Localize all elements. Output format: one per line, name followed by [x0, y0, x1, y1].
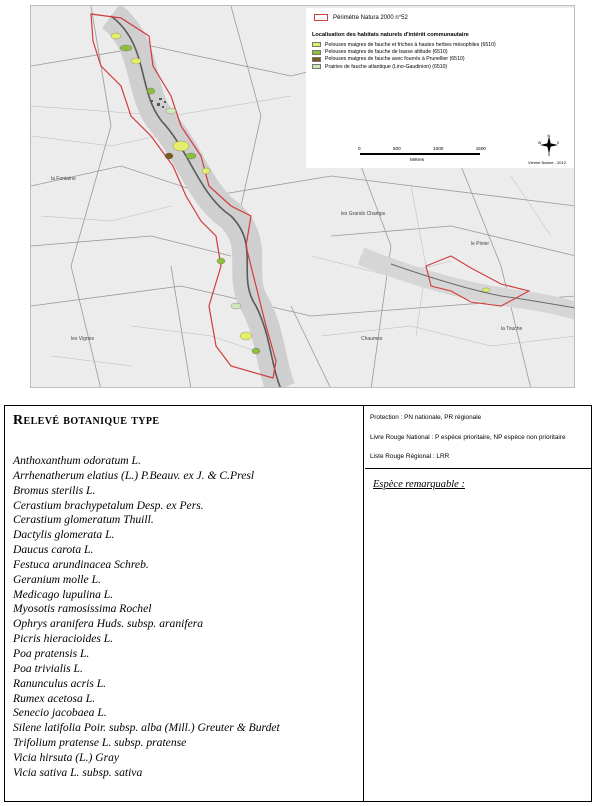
compass-letter: W: [538, 141, 542, 145]
status-column: [365, 406, 591, 801]
species-item: Poa trivialis L.: [13, 661, 83, 675]
scale-tick: 1500: [475, 146, 486, 151]
legend-item: [312, 41, 496, 48]
species-item: Silene latifolia Poir. subsp. alba (Mill.) Greuter & Burdet: [13, 721, 280, 735]
compass-letter: N: [547, 134, 551, 138]
place-label: Chaumes: [361, 336, 383, 342]
perimeter-label: Périmètre Natura 2000 n°52: [333, 14, 408, 21]
legend-swatch: [312, 42, 321, 47]
legend-items: [312, 41, 496, 71]
species-item: Myosotis ramosissima Rochel: [13, 602, 152, 616]
legend-item-label: Pelouses maigres de fauche avec fourrés à Prunellier (6510): [325, 56, 465, 63]
map-credit: Vienne Nature - 2012: [528, 160, 566, 165]
place-label: la Fontaine: [51, 176, 76, 182]
legend-item-label: Pelouses maigres de fauche de basse altitude (6510): [325, 49, 448, 56]
species-item: Ophrys aranifera Huds. subsp. aranifera: [13, 617, 204, 631]
species-item: Trifolium pratense L. subsp. pratense: [13, 736, 187, 750]
species-item: Geranium molle L.: [13, 572, 101, 586]
compass-letter: E: [557, 141, 560, 145]
species-item: Ranunculus acris L.: [13, 676, 107, 690]
releve-table: [4, 405, 592, 802]
species-item: Poa pratensis L.: [13, 646, 90, 660]
place-label: les Grands Champs: [341, 211, 386, 217]
legend-item: [312, 63, 496, 70]
scale-unit: Mètres: [410, 157, 425, 162]
habitat-map: [30, 5, 575, 388]
remarkable-species-label: Espèce remarquable :: [373, 479, 465, 490]
legend-item-label: Prairies de fauche atlantique (Lino-Gaudinion) (6510): [325, 63, 448, 70]
species-item: Arrhenatherum elatius (L.) P.Beauv. ex J. & C.Presl: [13, 468, 255, 482]
legend-item: [312, 48, 496, 55]
species-item: Cerastium glomeratum Thuill.: [13, 513, 154, 527]
place-label: les Vignes: [71, 336, 94, 342]
species-item: Dactylis glomerata L.: [13, 528, 115, 542]
legend-perimeter: [314, 14, 408, 21]
species-column: [5, 406, 364, 801]
species-item: Daucus carota L.: [13, 543, 94, 557]
scale-bar: [358, 146, 486, 168]
species-item: Cerastium brachypetalum Desp. ex Pers.: [13, 498, 204, 512]
releve-title: Relevé botanique type: [13, 413, 160, 428]
species-item: Bromus sterilis L.: [13, 483, 96, 497]
map-legend: [306, 8, 574, 168]
species-item: Festuca arundinacea Schreb.: [13, 557, 149, 571]
legend-swatch: [312, 57, 321, 62]
legend-item: [312, 56, 496, 63]
perimeter-swatch: [314, 14, 328, 21]
species-item: Medicago lupulina L.: [13, 587, 114, 601]
scale-line: [360, 153, 480, 155]
protection-status: Protection : PN nationale, PR régionale: [370, 414, 482, 421]
species-item: Anthoxanthum odoratum L.: [13, 454, 141, 467]
legend-swatch: [312, 50, 321, 55]
legend-title: Localisation des habitats naturels d'intérêt communautaire: [312, 32, 469, 38]
legend-swatch: [312, 64, 321, 69]
species-item: Vicia sativa L. subsp. sativa: [13, 765, 143, 779]
compass-letter: S: [547, 153, 551, 156]
livre-rouge-status: Livre Rouge National : P espèce prioritaire, NP espèce non prioritaire: [370, 434, 566, 441]
place-label: le Pinier: [471, 241, 490, 247]
place-label: la Touche: [501, 326, 523, 332]
scale-tick: 500: [392, 146, 401, 151]
liste-rouge-status: Liste Rouge Régional : LRR: [370, 453, 450, 460]
species-list: [13, 454, 280, 781]
species-item: Senecio jacobaea L.: [13, 706, 107, 720]
species-item: Vicia hirsuta (L.) Gray: [13, 750, 120, 764]
compass-rose-icon: [538, 134, 560, 156]
species-item: Rumex acetosa L.: [13, 691, 96, 705]
scale-tick: 1000: [433, 146, 444, 151]
legend-item-label: Pelouses maigres de fauche et friches à hautes herbes mésophiles (6510): [325, 41, 496, 48]
scale-tick: 0: [358, 146, 361, 151]
species-item: Picris hieracioides L.: [13, 632, 114, 646]
status-legend-box: [365, 406, 591, 469]
